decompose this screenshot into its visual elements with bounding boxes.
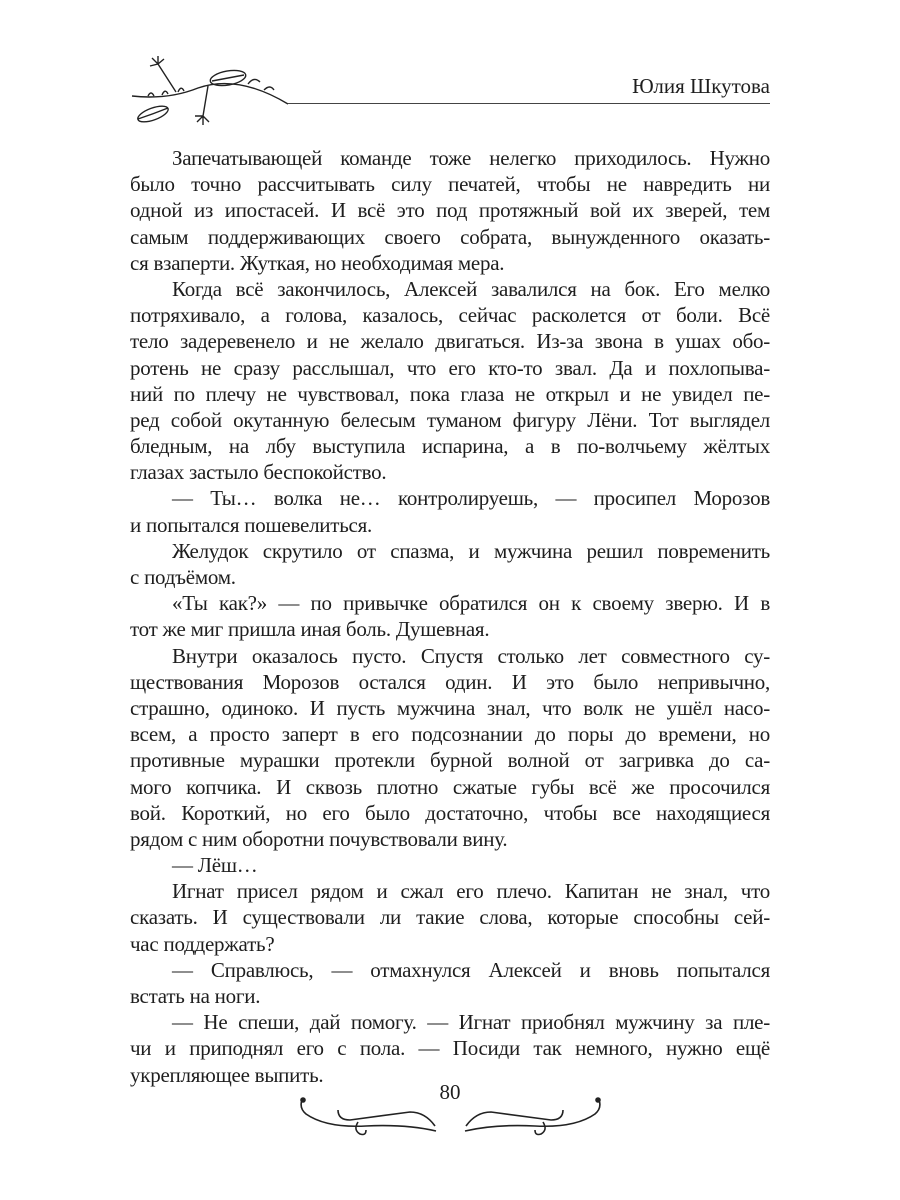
right-flourish-ornament-icon	[458, 1092, 603, 1137]
text-line: самым поддерживающих своего собрата, вынужденного оказать-	[130, 224, 770, 249]
page-number: 80	[439, 1080, 461, 1104]
text-line: тот же миг пришла иная боль. Душевная.	[130, 617, 490, 642]
text-line: было точно рассчитывать силу печатей, чтобы не навредить ни	[130, 172, 770, 197]
text-line: ществования Морозов остался один. И это было непривычно,	[130, 669, 770, 694]
paragraph	[130, 957, 770, 1009]
text-line: противные мурашки протекли бурной волной от загривка до са-	[130, 748, 770, 773]
text-line: ротень не сразу расслышал, что его кто-то звал. Да и похлопыва-	[130, 355, 770, 380]
header-divider	[288, 103, 770, 104]
text-line: Когда всё закончилось, Алексей завалился на бок. Его мелко	[172, 276, 770, 301]
text-line: — Лёш…	[172, 853, 258, 878]
text-line: «Ты как?» — по привычке обратился он к своему зверю. И в	[172, 591, 770, 616]
running-header-author: Юлия Шкутова	[632, 74, 770, 98]
text-line: — Не спеши, дай помогу. — Игнат приобнял мужчину за пле-	[172, 1010, 770, 1035]
paragraph	[130, 878, 770, 957]
text-line: Внутри оказалось пусто. Спустя столько лет совместного су-	[172, 643, 770, 668]
text-line: потряхивало, а голова, казалось, сейчас расколется от боли. Всё	[130, 303, 770, 328]
paragraph	[130, 145, 770, 276]
text-line: ся взаперти. Жуткая, но необходимая мера.	[130, 250, 505, 275]
text-line: страшно, одиноко. И пусть мужчина знал, что волк не ушёл насо-	[130, 695, 770, 720]
text-line: чи и приподнял его с пола. — Посиди так немного, нужно ещё	[130, 1036, 770, 1061]
text-line: укрепляющее выпить.	[130, 1062, 324, 1087]
text-line: час поддержать?	[130, 931, 275, 956]
text-line: — Справлюсь, — отмахнулся Алексей и вновь попытался	[172, 957, 770, 982]
paragraph	[130, 485, 770, 537]
text-line: глазах застыло беспокойство.	[130, 460, 387, 485]
text-line: вой. Короткий, но его было достаточно, чтобы все находящиеся	[130, 800, 770, 825]
text-line: всем, а просто заперт в его подсознании до поры до времени, но	[130, 722, 770, 747]
text-line: встать на ноги.	[130, 984, 261, 1008]
paragraph	[130, 1009, 770, 1088]
text-line: Желудок скрутило от спазма, и мужчина решил повременить	[172, 538, 770, 563]
text-line: с подъёмом.	[130, 565, 236, 589]
text-line: Запечатывающей команде тоже нелегко приходилось. Нужно	[172, 146, 770, 170]
text-line: — Ты… волка не… контролируешь, — просипел Морозов	[172, 486, 770, 511]
text-line: тело задеревенело и не желало двигаться. Из-за звона в ушах обо-	[130, 329, 770, 354]
page-body-text	[130, 145, 770, 1088]
paragraph	[130, 852, 770, 878]
text-line: и попытался пошевелиться.	[130, 512, 373, 537]
paragraph	[130, 276, 770, 486]
paragraph	[130, 538, 770, 590]
text-line: рядом с ним оборотни почувствовали вину.	[130, 826, 508, 851]
text-line: одной из ипостасей. И всё это под протяжный вой их зверей, тем	[130, 198, 770, 223]
text-line: мого копчика. И сквозь плотно сжатые губы всё же просочился	[130, 774, 770, 799]
text-line: сказать. И существовали ли такие слова, которые способны сей-	[130, 905, 770, 930]
text-line: ний по плечу не чувствовал, пока глаза не открыл и не увидел пе-	[130, 381, 770, 406]
paragraph	[130, 590, 770, 642]
floral-ornament-icon	[128, 56, 293, 131]
text-line: Игнат присел рядом и сжал его плечо. Капитан не знал, что	[172, 879, 770, 904]
text-line: ред собой окутанную белесым туманом фигуру Лёни. Тот выглядел	[130, 407, 770, 432]
paragraph	[130, 643, 770, 853]
text-line: бледным, на лбу выступила испарина, а в по-волчьему жёлтых	[130, 434, 770, 459]
